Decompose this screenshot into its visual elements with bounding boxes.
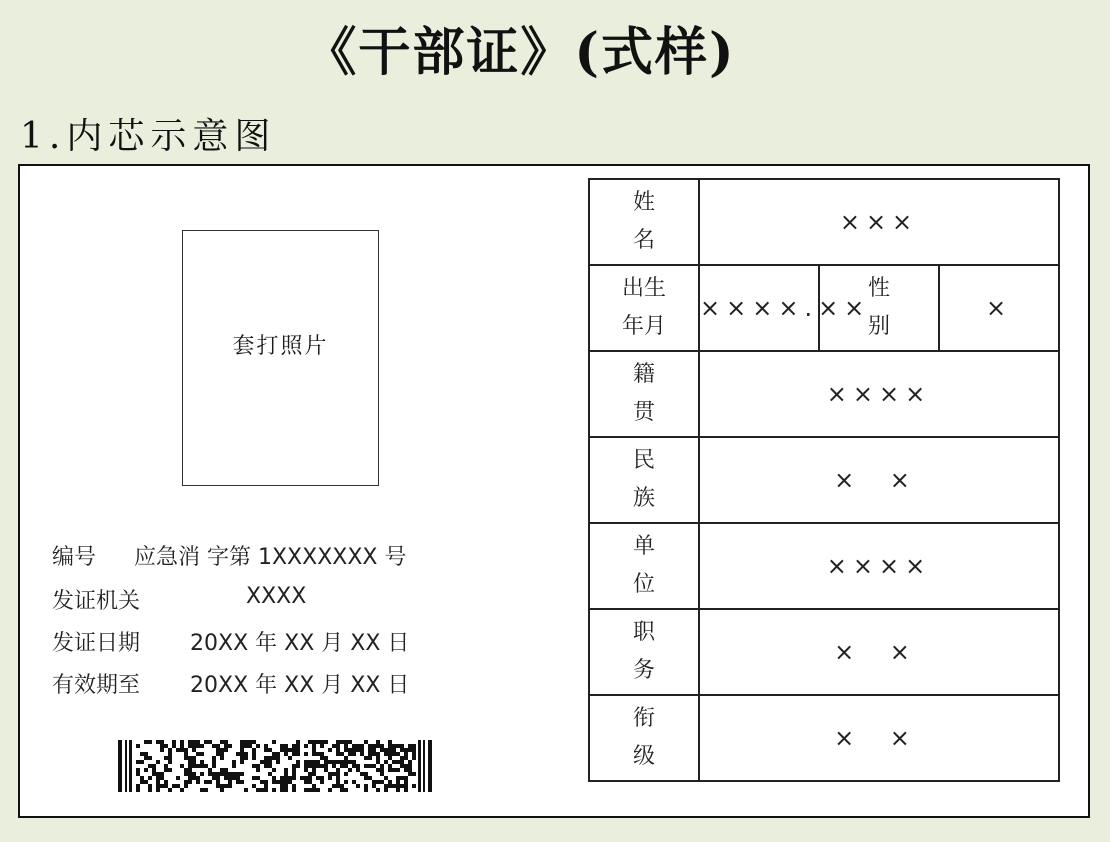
id-card-inner: [18, 164, 1090, 818]
info-issue-date: [52, 626, 410, 657]
unit-label: 单 位: [589, 523, 699, 609]
row-birth-gender: [589, 265, 1059, 351]
ethnic-label: 民 族: [589, 437, 699, 523]
info-authority-label: 发证机关: [52, 589, 141, 614]
position-label: 职 务: [589, 609, 699, 695]
name-label: 姓 名: [589, 179, 699, 265]
info-serial-label: 编号: [52, 545, 97, 570]
info-serial-value: 应急消 字第 1XXXXXXX 号: [134, 545, 407, 570]
page-title: 《干部证》(式样): [304, 22, 736, 83]
position-value: × ×: [699, 609, 1059, 695]
row-rank: [589, 695, 1059, 781]
origin-label: 籍 贯: [589, 351, 699, 437]
personal-info-table: [588, 178, 1060, 782]
rank-label: 衔 级: [589, 695, 699, 781]
section-subtitle: 1.内芯示意图: [20, 116, 277, 157]
origin-value: ××××: [699, 351, 1059, 437]
unit-value: ××××: [699, 523, 1059, 609]
info-issue-date-value: 20XX 年 XX 月 XX 日: [190, 631, 410, 656]
birth-label: 出生 年月: [589, 265, 699, 351]
info-authority-value: XXXX: [246, 584, 307, 609]
info-issue-date-label: 发证日期: [52, 631, 141, 656]
name-value: ×××: [699, 179, 1059, 265]
gender-value: ×: [939, 265, 1059, 351]
row-position: [589, 609, 1059, 695]
row-origin: [589, 351, 1059, 437]
row-unit: [589, 523, 1059, 609]
row-ethnic: [589, 437, 1059, 523]
ethnic-value: × ×: [699, 437, 1059, 523]
photo-label: 套打照片: [232, 333, 329, 359]
info-serial-number: [52, 540, 407, 571]
info-valid-until-value: 20XX 年 XX 月 XX 日: [190, 673, 410, 698]
photo-placeholder: [182, 230, 379, 486]
gender-label: 性 别: [819, 265, 939, 351]
info-valid-until-label: 有效期至: [52, 673, 141, 698]
birth-value: ××××.××: [699, 265, 819, 351]
info-valid-until: [52, 668, 410, 699]
barcode-2d: [118, 740, 432, 792]
row-name: [589, 179, 1059, 265]
info-issuing-authority: [52, 584, 307, 615]
rank-value: × ×: [699, 695, 1059, 781]
